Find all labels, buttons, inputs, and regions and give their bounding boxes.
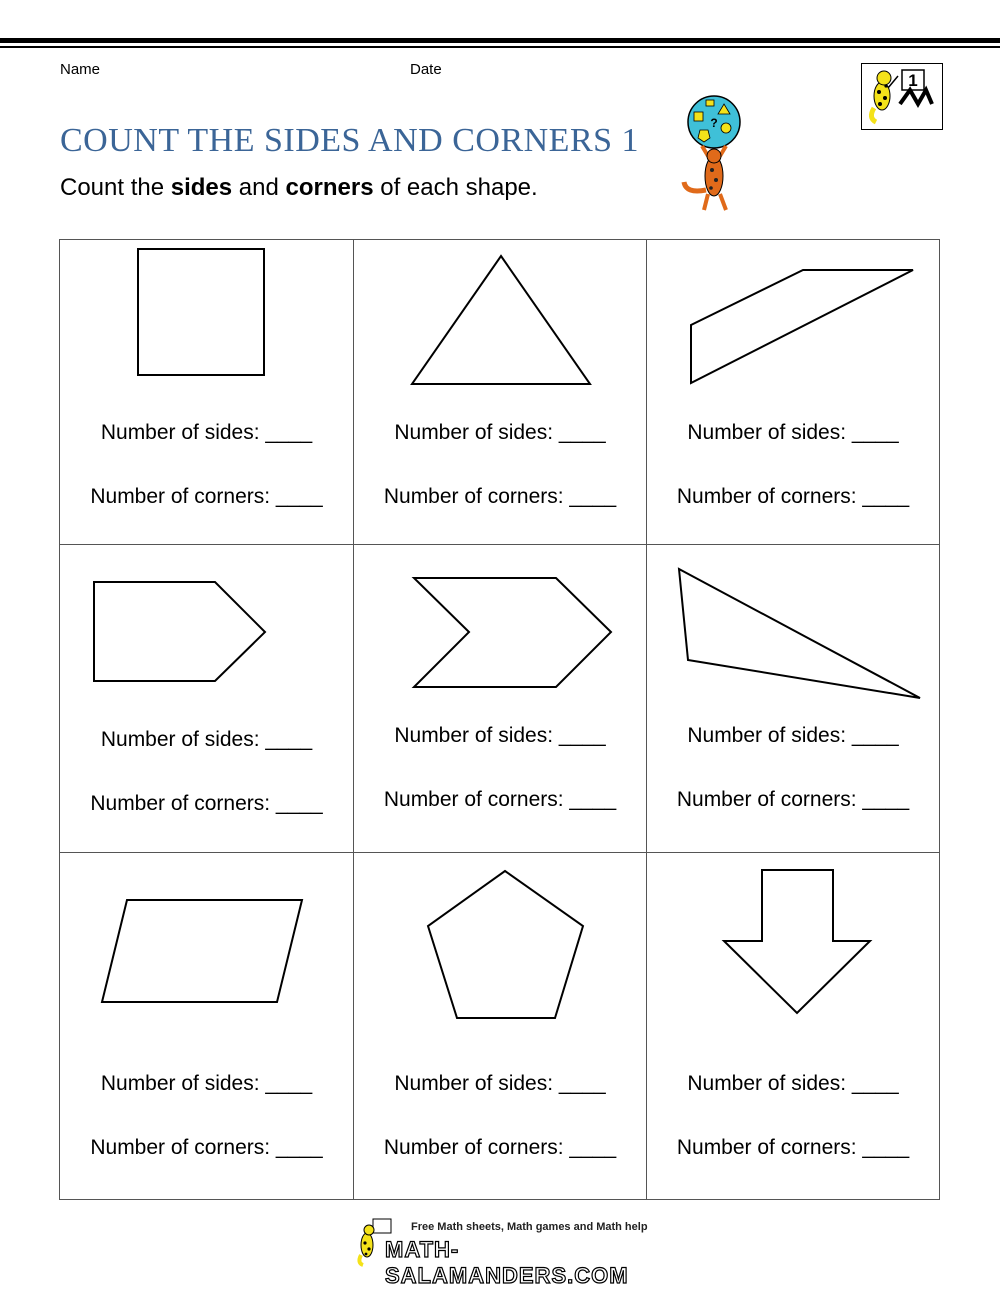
shapes-grid bbox=[59, 239, 940, 1200]
corners-answer-prompt[interactable]: Number of corners: ____ bbox=[383, 485, 617, 508]
shape-cell-scalene-triangle bbox=[647, 545, 939, 853]
shape-cell-down-arrow bbox=[647, 853, 939, 1199]
name-label: Name bbox=[60, 61, 101, 78]
corners-answer-prompt[interactable]: Number of corners: ____ bbox=[90, 792, 323, 815]
sides-answer-prompt[interactable]: Number of sides: ____ bbox=[100, 1072, 313, 1095]
corners-answer-prompt[interactable]: Number of corners: ____ bbox=[90, 485, 323, 508]
instructions: Count the sides and corners of each shape. bbox=[60, 174, 538, 201]
sides-answer-prompt[interactable]: Number of sides: ____ bbox=[394, 724, 606, 747]
corners-answer-prompt[interactable]: Number of corners: ____ bbox=[90, 1136, 323, 1159]
top-rule-thin bbox=[0, 46, 1000, 48]
shape-cell-square bbox=[60, 240, 354, 545]
grade-number: 1 bbox=[908, 71, 918, 90]
date-label: Date bbox=[410, 61, 442, 78]
corners-answer-prompt[interactable]: Number of corners: ____ bbox=[676, 485, 910, 508]
corners-answer-prompt[interactable]: Number of corners: ____ bbox=[383, 788, 617, 811]
footer-logo[interactable] bbox=[355, 1215, 655, 1288]
footer-site-name: MATH-SALAMANDERS.COM bbox=[385, 1237, 629, 1288]
footer-tagline: Free Math sheets, Math games and Math help bbox=[411, 1221, 648, 1233]
sides-answer-prompt[interactable]: Number of sides: ____ bbox=[394, 1072, 606, 1095]
sides-answer-prompt[interactable]: Number of sides: ____ bbox=[687, 1072, 899, 1095]
shape-cell-trapezoid bbox=[647, 240, 939, 545]
sides-answer-prompt[interactable]: Number of sides: ____ bbox=[100, 728, 313, 751]
page-title: COUNT THE SIDES AND CORNERS 1 bbox=[60, 122, 640, 159]
corners-answer-prompt[interactable]: Number of corners: ____ bbox=[383, 1136, 617, 1159]
sides-answer-prompt[interactable]: Number of sides: ____ bbox=[100, 421, 313, 444]
sides-answer-prompt[interactable]: Number of sides: ____ bbox=[687, 724, 899, 747]
grade-logo bbox=[861, 63, 943, 130]
shape-cell-parallelogram bbox=[60, 853, 354, 1199]
shape-cell-triangle bbox=[354, 240, 647, 545]
sides-answer-prompt[interactable]: Number of sides: ____ bbox=[394, 421, 606, 444]
shape-cell-regular-pentagon bbox=[354, 853, 647, 1199]
ball-question-mark: ? bbox=[710, 116, 718, 130]
sides-answer-prompt[interactable]: Number of sides: ____ bbox=[687, 421, 899, 444]
salamander-mascot bbox=[680, 94, 756, 218]
shape-cell-pentagon-arrow bbox=[60, 545, 354, 853]
corners-answer-prompt[interactable]: Number of corners: ____ bbox=[676, 788, 910, 811]
corners-answer-prompt[interactable]: Number of corners: ____ bbox=[676, 1136, 910, 1159]
shape-cell-chevron bbox=[354, 545, 647, 853]
top-rule-thick bbox=[0, 38, 1000, 43]
salamander-grade-icon bbox=[862, 64, 942, 129]
